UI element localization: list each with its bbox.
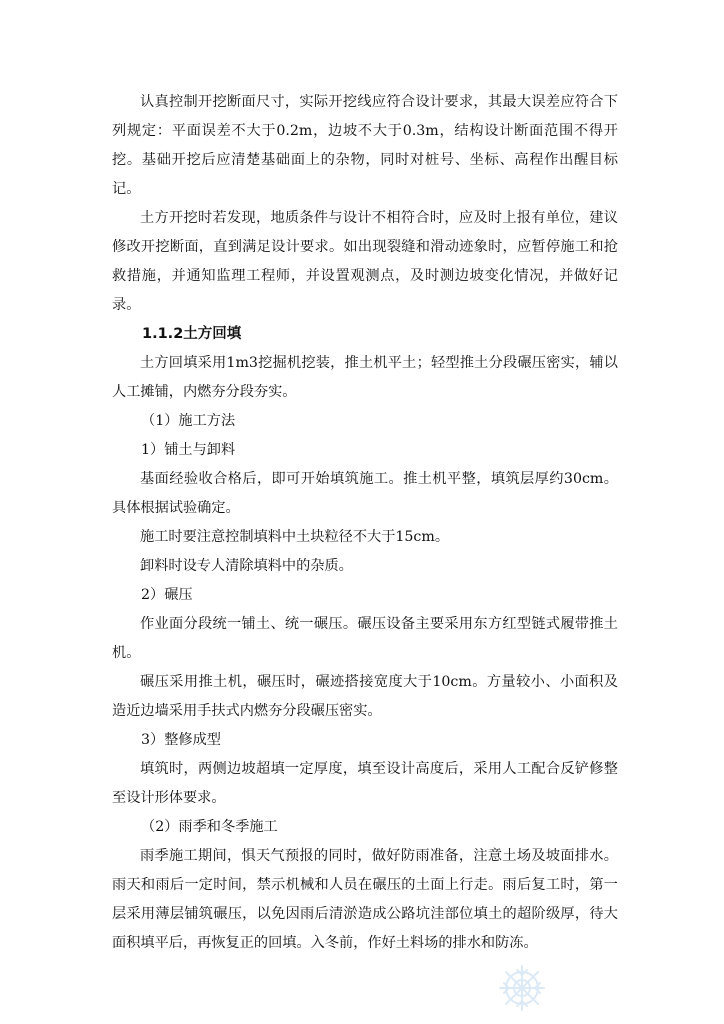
document-page [112, 88, 618, 958]
paragraph-compaction-overlap: 碾压采用推土机，碾压时，碾迹搭接宽度大于10cm。方量较小、小面积及造近边墙采用手扶式内燃夯分段碾压密实。 [112, 674, 618, 719]
subheading-trimming: 3）整修成型 [141, 732, 221, 748]
paragraph-particle-size: 施工时要注意控制填料中土块粒径不大于15cm。 [140, 529, 450, 545]
snowflake-watermark-icon [496, 962, 548, 1014]
paragraph-slope-trimming: 填筑时，两侧边坡超填一定厚度，填至设计高度后，采用人工配合反铲修整至设计形体要求。 [112, 761, 618, 806]
paragraph-backfill-overview: 土方回填采用1m3挖掘机挖装，推土机平土；轻型推土分段碾压密实，辅以人工摊铺，内燃夯分段夯实。 [112, 355, 618, 400]
paragraph-compaction-equipment: 作业面分段统一铺土、统一碾压。碾压设备主要采用东方红型链式履带推土机。 [112, 616, 618, 661]
paragraph-base-acceptance: 基面经验收合格后，即可开始填筑施工。推土机平整，填筑层厚约30cm。具体根据试验确定。 [112, 471, 618, 516]
subheading-compaction: 2）碾压 [141, 587, 193, 603]
subheading-spreading-unloading: 1）铺土与卸料 [141, 442, 236, 458]
paragraph-rainy-winter-construction: 雨季施工期间，惧天气预报的同时，做好防雨准备，注意土场及坡面排水。雨天和雨后一定时间，禁示机械和人员在碾压的土面上行走。雨后复工时，第一层采用薄层铺筑碾压，以免因雨后清淤造成公路坑洼部位填土的超阶级厚，待大面积填平后，再恢复正的回填。入冬前，作好土料场的排水和防冻。 [112, 848, 618, 951]
section-heading-backfill: 1.1.2土方回填 [142, 326, 242, 342]
subheading-rainy-winter: （2）雨季和冬季施工 [141, 819, 278, 835]
paragraph-excavation-control: 认真控制开挖断面尺寸，实际开挖线应符合设计要求，其最大误差应符合下列规定：平面误差不大于0.2m，边坡不大于0.3m，结构设计断面范围不得开挖。基础开挖后应清楚基础面上的杂物，同时对桩号、坐标、高程作出醒目标记。 [112, 94, 618, 197]
subheading-construction-method: （1）施工方法 [141, 413, 236, 429]
paragraph-geology-mismatch: 土方开挖时若发现，地质条件与设计不相符合时，应及时上报有单位，建议修改开挖断面，直到满足设计要求。如出现裂缝和滑动迹象时，应暂停施工和抢救措施，并通知监理工程师，并设置观测点，及时测边坡变化情况，并做好记录。 [112, 210, 618, 313]
paragraph-impurity-removal: 卸料时设专人清除填料中的杂质。 [140, 558, 353, 574]
